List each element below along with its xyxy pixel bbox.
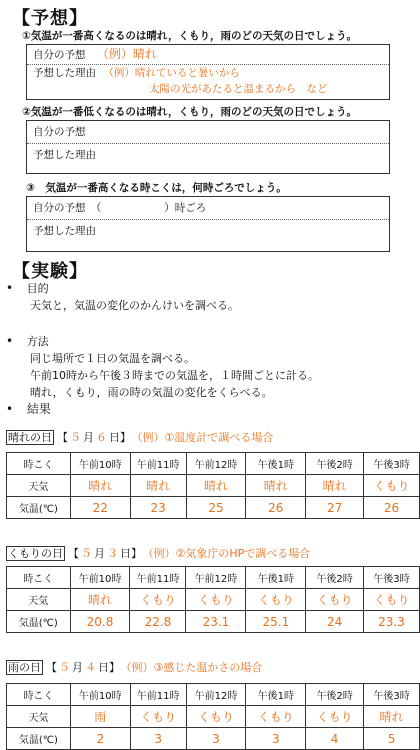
houhou-label: 方法	[26, 335, 49, 348]
mokuteki-heading	[6, 280, 49, 297]
time-cell: 午後3時	[364, 453, 420, 475]
weather-cell: くもり	[306, 589, 364, 611]
weather-row	[7, 706, 420, 728]
time-cell: 午前12時	[186, 453, 246, 475]
mokuteki-text: 天気と，気温の変化のかんけいを調べる。	[30, 299, 239, 312]
weather-cell: 晴れ	[70, 475, 130, 497]
method-note: （例）①温度計で調べる場合	[137, 431, 274, 444]
result-caption	[6, 659, 262, 675]
q1-answer-box	[26, 44, 390, 100]
q2-riyu-label: 予想した理由	[33, 149, 96, 161]
q3-answer-box	[26, 196, 390, 252]
temp-label: 気温(℃)	[7, 611, 71, 633]
time-header: 時こく	[7, 684, 71, 706]
q1-yosou-value: （例）晴れ	[96, 47, 157, 61]
time-cell: 午後1時	[246, 684, 306, 706]
temp-row	[7, 497, 420, 519]
date-day-unit: 日】	[109, 431, 131, 444]
time-cell: 午後3時	[363, 567, 419, 589]
kekka-heading	[6, 401, 51, 418]
time-cell: 午後2時	[306, 453, 364, 475]
weather-cell: くもり	[246, 589, 306, 611]
houhou-line-3: 晴れ，くもり，雨の時の気温の変化をくらべる。	[30, 386, 273, 399]
weather-label: 天気	[7, 589, 71, 611]
method-note: （例）②気象庁のHPで調べる場合	[148, 547, 311, 560]
weather-cell: 晴れ	[306, 475, 364, 497]
temp-cell: 4	[306, 728, 364, 750]
header-row	[7, 453, 420, 475]
header-row	[7, 684, 420, 706]
weather-cell: くもり	[246, 706, 306, 728]
q3-riyu-label: 予想した理由	[33, 225, 96, 237]
temp-cell: 25	[186, 497, 246, 519]
question-3: ③ 気温が一番高くなる時こくは，何時ごろでしょう。	[26, 182, 287, 194]
time-cell: 午後1時	[246, 567, 306, 589]
jikken-title: 【実験】	[12, 261, 88, 282]
weather-cell: くもり	[364, 475, 420, 497]
temp-label: 気温(℃)	[7, 728, 71, 750]
temp-cell: 3	[246, 728, 306, 750]
weather-day-tag: 雨の日	[8, 661, 41, 674]
weather-cell: 晴れ	[70, 589, 130, 611]
temp-cell: 2	[70, 728, 130, 750]
q1-riyu-label: 予想した理由	[33, 67, 96, 79]
temp-cell: 24	[306, 611, 364, 633]
weather-cell: 晴れ	[186, 475, 246, 497]
temp-cell: 22.8	[130, 611, 186, 633]
time-cell: 午前10時	[70, 567, 130, 589]
bullet-icon: •	[6, 281, 14, 295]
weather-cell: 晴れ	[246, 475, 306, 497]
temp-cell: 27	[306, 497, 364, 519]
time-cell: 午前12時	[186, 684, 246, 706]
weather-day-tag: くもりの日	[8, 547, 63, 560]
weather-cell: くもり	[130, 589, 186, 611]
date-day-unit: 日】	[120, 547, 142, 560]
date-month-unit: 月	[83, 431, 94, 444]
q2-answer-box	[26, 120, 390, 174]
date-month-unit: 月	[72, 661, 83, 674]
weather-label: 天気	[7, 706, 71, 728]
temp-cell: 5	[364, 728, 420, 750]
weather-day-tag: 晴れの日	[8, 431, 52, 444]
weather-row	[7, 475, 420, 497]
weather-cell: くもり	[186, 706, 246, 728]
time-cell: 午後2時	[306, 567, 364, 589]
weather-label: 天気	[7, 475, 71, 497]
weather-cell: くもり	[186, 589, 246, 611]
time-cell: 午前11時	[130, 453, 186, 475]
q1-riyu-line1: （例）晴れていると暑いから	[103, 67, 240, 79]
date-day-unit: 日】	[98, 661, 120, 674]
date-month: ５	[81, 547, 92, 560]
temp-row	[7, 611, 420, 633]
date-day: ６	[96, 431, 107, 444]
temp-row	[7, 728, 420, 750]
question-1: ①気温が一番高くなるのは晴れ，くもり，雨のどの天気の日でしょう。	[22, 30, 358, 42]
date-bracket: 【	[57, 431, 68, 444]
temp-cell: 25.1	[246, 611, 306, 633]
houhou-heading	[6, 333, 49, 350]
yosou-title: 【予想】	[12, 8, 88, 29]
date-month: ５	[59, 661, 70, 674]
temp-cell: 23.1	[186, 611, 246, 633]
q3-yosou-label: 自分の予想 （ ）時ごろ	[27, 197, 389, 220]
result-table	[6, 452, 420, 519]
date-bracket: 【	[46, 661, 57, 674]
q1-yosou-label: 自分の予想	[33, 49, 86, 61]
weather-cell: 晴れ	[364, 706, 420, 728]
date-month-unit: 月	[94, 547, 105, 560]
weather-cell: くもり	[306, 706, 364, 728]
houhou-line-1: 同じ場所で１日の気温を調べる。	[30, 352, 195, 365]
result-caption	[6, 429, 273, 445]
result-table	[6, 566, 420, 633]
weather-cell: 晴れ	[130, 475, 186, 497]
bullet-icon: •	[6, 334, 14, 348]
weather-cell: くもり	[363, 589, 419, 611]
date-day: ３	[107, 547, 118, 560]
temp-cell: 20.8	[70, 611, 130, 633]
kekka-label: 結果	[26, 402, 51, 416]
method-note: （例）③感じた温かさの場合	[126, 661, 263, 674]
time-cell: 午前11時	[130, 567, 186, 589]
time-cell: 午後2時	[306, 684, 364, 706]
temp-cell: 3	[130, 728, 186, 750]
time-cell: 午後1時	[246, 453, 306, 475]
result-caption	[6, 545, 310, 561]
q1-riyu-line2: 太陽の光があたると温まるから など	[149, 83, 328, 95]
time-cell: 午後3時	[364, 684, 420, 706]
temp-cell: 23	[130, 497, 186, 519]
temp-cell: 23.3	[363, 611, 419, 633]
temp-cell: 3	[186, 728, 246, 750]
date-day: ４	[85, 661, 96, 674]
time-cell: 午前10時	[70, 684, 130, 706]
temp-cell: 26	[364, 497, 420, 519]
houhou-line-2: 午前10時から午後３時までの気温を，１時間ごとに計る。	[30, 369, 319, 382]
result-table	[6, 683, 420, 750]
temp-cell: 26	[246, 497, 306, 519]
date-month: ５	[70, 431, 81, 444]
mokuteki-label: 目的	[26, 282, 49, 295]
time-header: 時こく	[7, 453, 71, 475]
header-row	[7, 567, 420, 589]
time-cell: 午前12時	[186, 567, 246, 589]
time-header: 時こく	[7, 567, 71, 589]
temp-cell: 22	[70, 497, 130, 519]
weather-cell: 雨	[70, 706, 130, 728]
weather-row	[7, 589, 420, 611]
time-cell: 午前11時	[130, 684, 186, 706]
bullet-icon: •	[6, 402, 14, 416]
date-bracket: 【	[68, 547, 79, 560]
q2-yosou-label: 自分の予想	[27, 121, 389, 144]
temp-label: 気温(℃)	[7, 497, 71, 519]
question-2: ②気温が一番低くなるのは晴れ，くもり，雨のどの天気の日でしょう。	[22, 106, 358, 118]
weather-cell: くもり	[130, 706, 186, 728]
time-cell: 午前10時	[70, 453, 130, 475]
